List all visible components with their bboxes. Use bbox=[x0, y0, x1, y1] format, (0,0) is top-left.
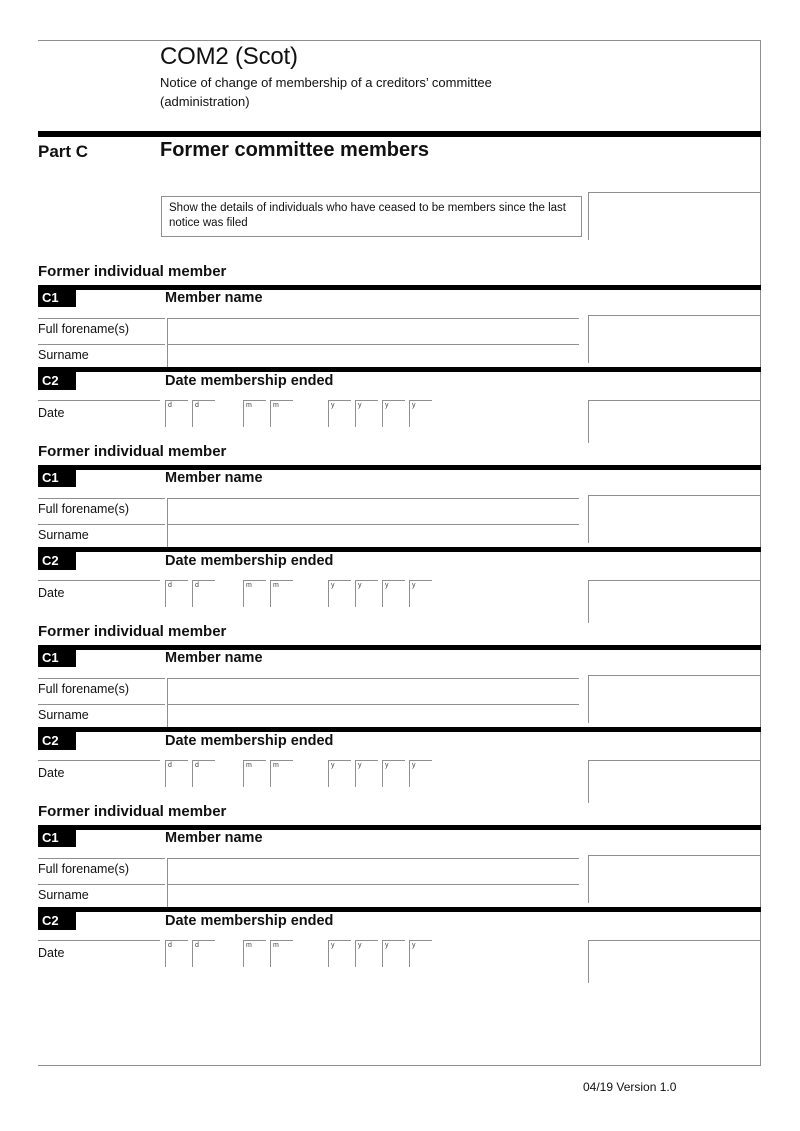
c2-badge: C2 bbox=[38, 372, 76, 390]
date-cell-month1[interactable]: m bbox=[243, 580, 266, 607]
date-cell-year3[interactable]: y bbox=[382, 940, 405, 967]
date-label: Date bbox=[38, 406, 65, 420]
date-ended-title: Date membership ended bbox=[165, 373, 334, 389]
bottom-rule bbox=[38, 1065, 761, 1066]
official-use-box bbox=[588, 400, 760, 443]
section-divider-bar bbox=[38, 645, 761, 650]
surname-input[interactable] bbox=[170, 345, 576, 368]
field-rule bbox=[38, 344, 165, 345]
date-ended-title: Date membership ended bbox=[165, 553, 334, 569]
section-heading: Former individual member bbox=[38, 443, 227, 460]
surname-input[interactable] bbox=[170, 525, 576, 548]
field-rule bbox=[38, 940, 160, 941]
form-subtitle-line2: (administration) bbox=[160, 94, 250, 109]
c1-badge: C1 bbox=[38, 469, 76, 487]
form-header bbox=[160, 44, 492, 111]
member-name-title: Member name bbox=[165, 650, 263, 666]
date-cell-year3[interactable]: y bbox=[382, 400, 405, 427]
member-name-title: Member name bbox=[165, 830, 263, 846]
date-cell-year1[interactable]: y bbox=[328, 760, 351, 787]
c2-badge: C2 bbox=[38, 732, 76, 750]
former-member-section bbox=[38, 263, 761, 443]
section-divider-bar bbox=[38, 907, 761, 912]
date-cell-year4[interactable]: y bbox=[409, 580, 432, 607]
former-member-section bbox=[38, 803, 761, 983]
official-use-box bbox=[588, 315, 760, 363]
date-cell-day2[interactable]: d bbox=[192, 580, 215, 607]
official-use-box bbox=[588, 760, 760, 803]
section-divider-bar bbox=[38, 465, 761, 470]
date-cell-year4[interactable]: y bbox=[409, 760, 432, 787]
official-use-box bbox=[588, 675, 760, 723]
forename-input[interactable] bbox=[170, 859, 576, 882]
forename-label: Full forename(s) bbox=[38, 862, 129, 876]
surname-label: Surname bbox=[38, 708, 89, 722]
former-member-section bbox=[38, 443, 761, 623]
forename-label: Full forename(s) bbox=[38, 322, 129, 336]
date-cell-day2[interactable]: d bbox=[192, 760, 215, 787]
date-cell-year1[interactable]: y bbox=[328, 940, 351, 967]
date-cell-year2[interactable]: y bbox=[355, 940, 378, 967]
official-use-box bbox=[588, 495, 760, 543]
section-heading: Former individual member bbox=[38, 263, 227, 280]
date-label: Date bbox=[38, 766, 65, 780]
field-divider-rule bbox=[167, 318, 168, 367]
instruction-text: Show the details of individuals who have ceased to be members since the last notice was filed bbox=[169, 202, 566, 229]
surname-label: Surname bbox=[38, 348, 89, 362]
field-divider-rule bbox=[167, 858, 168, 907]
forename-label: Full forename(s) bbox=[38, 682, 129, 696]
date-cell-day1[interactable]: d bbox=[165, 580, 188, 607]
field-divider-rule bbox=[167, 678, 168, 727]
section-divider-bar bbox=[38, 825, 761, 830]
official-use-box bbox=[588, 940, 760, 983]
c1-badge: C1 bbox=[38, 289, 76, 307]
section-divider-bar bbox=[38, 285, 761, 290]
c1-badge: C1 bbox=[38, 649, 76, 667]
former-member-section bbox=[38, 623, 761, 803]
field-rule bbox=[38, 884, 165, 885]
date-cell-year2[interactable]: y bbox=[355, 400, 378, 427]
date-cell-day1[interactable]: d bbox=[165, 940, 188, 967]
surname-input[interactable] bbox=[170, 885, 576, 908]
date-cell-year2[interactable]: y bbox=[355, 580, 378, 607]
date-cell-month1[interactable]: m bbox=[243, 760, 266, 787]
date-ended-title: Date membership ended bbox=[165, 733, 334, 749]
official-use-box bbox=[588, 855, 760, 903]
date-cell-year3[interactable]: y bbox=[382, 760, 405, 787]
date-cell-month2[interactable]: m bbox=[270, 580, 293, 607]
date-cell-month2[interactable]: m bbox=[270, 760, 293, 787]
member-name-title: Member name bbox=[165, 290, 263, 306]
forename-input[interactable] bbox=[170, 499, 576, 522]
top-rule bbox=[38, 40, 761, 41]
date-cell-year4[interactable]: y bbox=[409, 400, 432, 427]
field-rule bbox=[38, 400, 160, 401]
surname-input[interactable] bbox=[170, 705, 576, 728]
c2-badge: C2 bbox=[38, 912, 76, 930]
date-cell-month2[interactable]: m bbox=[270, 400, 293, 427]
forename-label: Full forename(s) bbox=[38, 502, 129, 516]
form-subtitle bbox=[160, 73, 492, 111]
date-label: Date bbox=[38, 586, 65, 600]
date-ended-title: Date membership ended bbox=[165, 913, 334, 929]
date-cell-day2[interactable]: d bbox=[192, 400, 215, 427]
section-divider-bar bbox=[38, 367, 761, 372]
official-use-box bbox=[588, 192, 760, 240]
c2-badge: C2 bbox=[38, 552, 76, 570]
surname-label: Surname bbox=[38, 888, 89, 902]
part-divider-bar bbox=[38, 131, 761, 137]
official-use-box bbox=[588, 580, 760, 623]
footer-version: 04/19 Version 1.0 bbox=[583, 1080, 677, 1094]
date-cell-month1[interactable]: m bbox=[243, 400, 266, 427]
field-rule bbox=[38, 580, 160, 581]
part-title: Former committee members bbox=[160, 139, 429, 161]
field-divider-rule bbox=[167, 498, 168, 547]
part-label: Part C bbox=[38, 142, 89, 161]
field-rule bbox=[38, 858, 165, 859]
instruction-box bbox=[161, 196, 582, 237]
section-heading: Former individual member bbox=[38, 623, 227, 640]
c1-badge: C1 bbox=[38, 829, 76, 847]
date-cell-day2[interactable]: d bbox=[192, 940, 215, 967]
date-cell-month1[interactable]: m bbox=[243, 940, 266, 967]
date-cell-day1[interactable]: d bbox=[165, 400, 188, 427]
member-name-title: Member name bbox=[165, 470, 263, 486]
section-divider-bar bbox=[38, 547, 761, 552]
field-rule bbox=[38, 678, 165, 679]
field-rule bbox=[38, 704, 165, 705]
date-cell-day1[interactable]: d bbox=[165, 760, 188, 787]
field-rule bbox=[38, 524, 165, 525]
field-rule bbox=[38, 318, 165, 319]
field-rule bbox=[38, 498, 165, 499]
forename-input[interactable] bbox=[170, 679, 576, 702]
surname-label: Surname bbox=[38, 528, 89, 542]
section-divider-bar bbox=[38, 727, 761, 732]
form-subtitle-line1: Notice of change of membership of a creditors’ committee bbox=[160, 75, 492, 90]
form-code-title: COM2 (Scot) bbox=[160, 43, 298, 70]
date-cell-year1[interactable]: y bbox=[328, 580, 351, 607]
date-cell-year2[interactable]: y bbox=[355, 760, 378, 787]
forename-input[interactable] bbox=[170, 319, 576, 342]
date-label: Date bbox=[38, 946, 65, 960]
date-cell-month2[interactable]: m bbox=[270, 940, 293, 967]
date-cell-year4[interactable]: y bbox=[409, 940, 432, 967]
date-cell-year3[interactable]: y bbox=[382, 580, 405, 607]
date-cell-year1[interactable]: y bbox=[328, 400, 351, 427]
section-heading: Former individual member bbox=[38, 803, 227, 820]
field-rule bbox=[38, 760, 160, 761]
